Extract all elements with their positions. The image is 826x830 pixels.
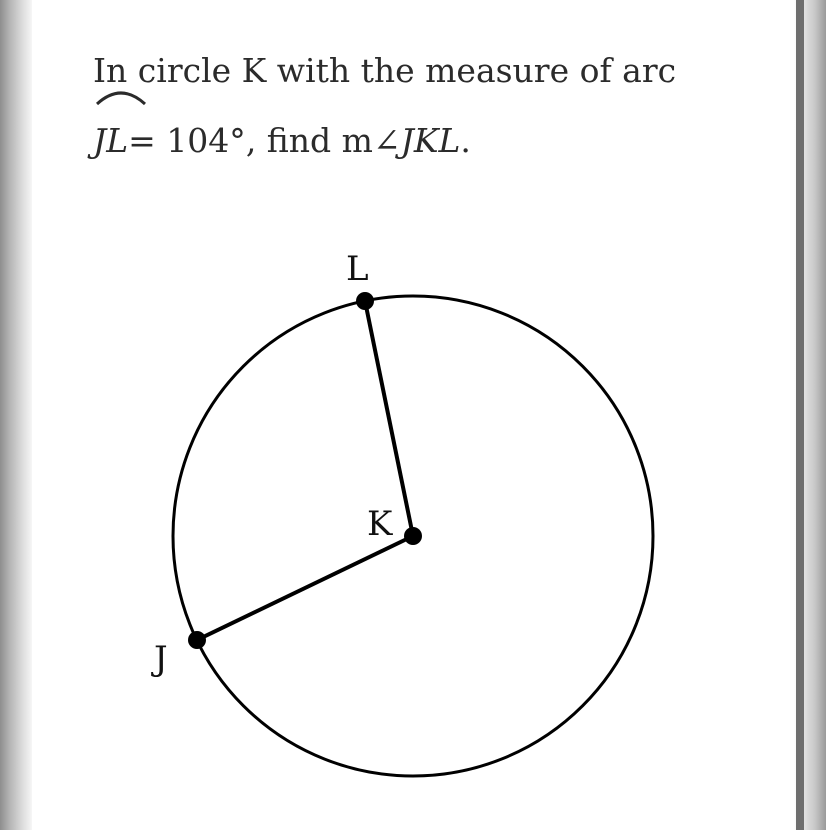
- question-line-1-text: In circle K with the measure of arc: [93, 51, 677, 90]
- angle-name: JKL: [400, 121, 461, 160]
- radius-kl: [365, 301, 413, 536]
- arc-measure: 104°: [166, 121, 246, 160]
- find-text: , find m: [245, 121, 373, 160]
- point-l: [356, 292, 374, 310]
- equals-sign: =: [128, 121, 156, 160]
- radius-kj: [197, 536, 413, 640]
- label-k: K: [367, 504, 393, 544]
- point-j: [188, 631, 206, 649]
- label-l: L: [346, 249, 369, 289]
- point-k: [404, 527, 422, 545]
- label-j: J: [154, 639, 168, 679]
- arc-name: JL: [93, 121, 129, 160]
- angle-symbol: ∠: [372, 121, 401, 160]
- period: .: [460, 121, 471, 160]
